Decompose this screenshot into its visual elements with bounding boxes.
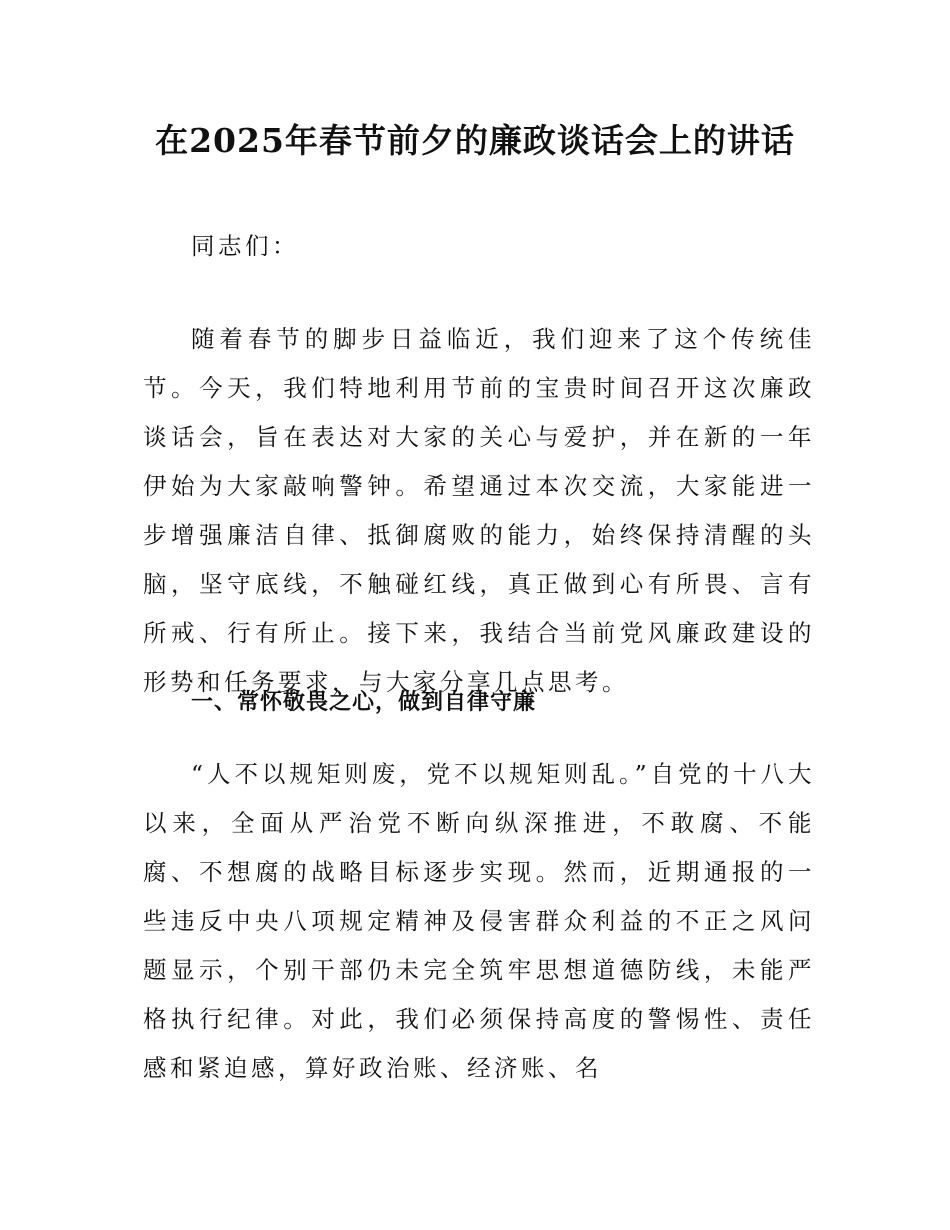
salutation: 同志们： (191, 232, 299, 260)
document-title: 在2025年春节前夕的廉政谈话会上的讲话 (155, 121, 795, 160)
section-heading-1: 一、常怀敬畏之心，做到自律守廉 (191, 690, 537, 715)
body-paragraph-2: “人不以规矩则废，党不以规矩则乱。”自党的十八大以来，全面从严治党不断向纵深推进，不敢腐、不能腐、不想腐的战略目标逐步实现。然而，近期通报的一些违反中央八项规定精神及侵害群众利益的不正之风问题显示，个别干部仍未完全筑牢思想道德防线，未能严格执行纪律。对此，我们必须保持高度的警惕性、责任感和紧迫感，算好政治账、经济账、名 (143, 760, 815, 1082)
body-paragraph-1: 随着春节的脚步日益临近，我们迎来了这个传统佳节。今天，我们特地利用节前的宝贵时间召开这次廉政谈话会，旨在表达对大家的关心与爱护，并在新的一年伊始为大家敲响警钟。希望通过本次交流，大家能进一步增强廉洁自律、抵御腐败的能力，始终保持清醒的头脑，坚守底线，不触碰红线，真正做到心有所畏、言有所戒、行有所止。接下来，我结合当前党风廉政建设的形势和任务要求，与大家分享几点思考。 (143, 325, 815, 696)
